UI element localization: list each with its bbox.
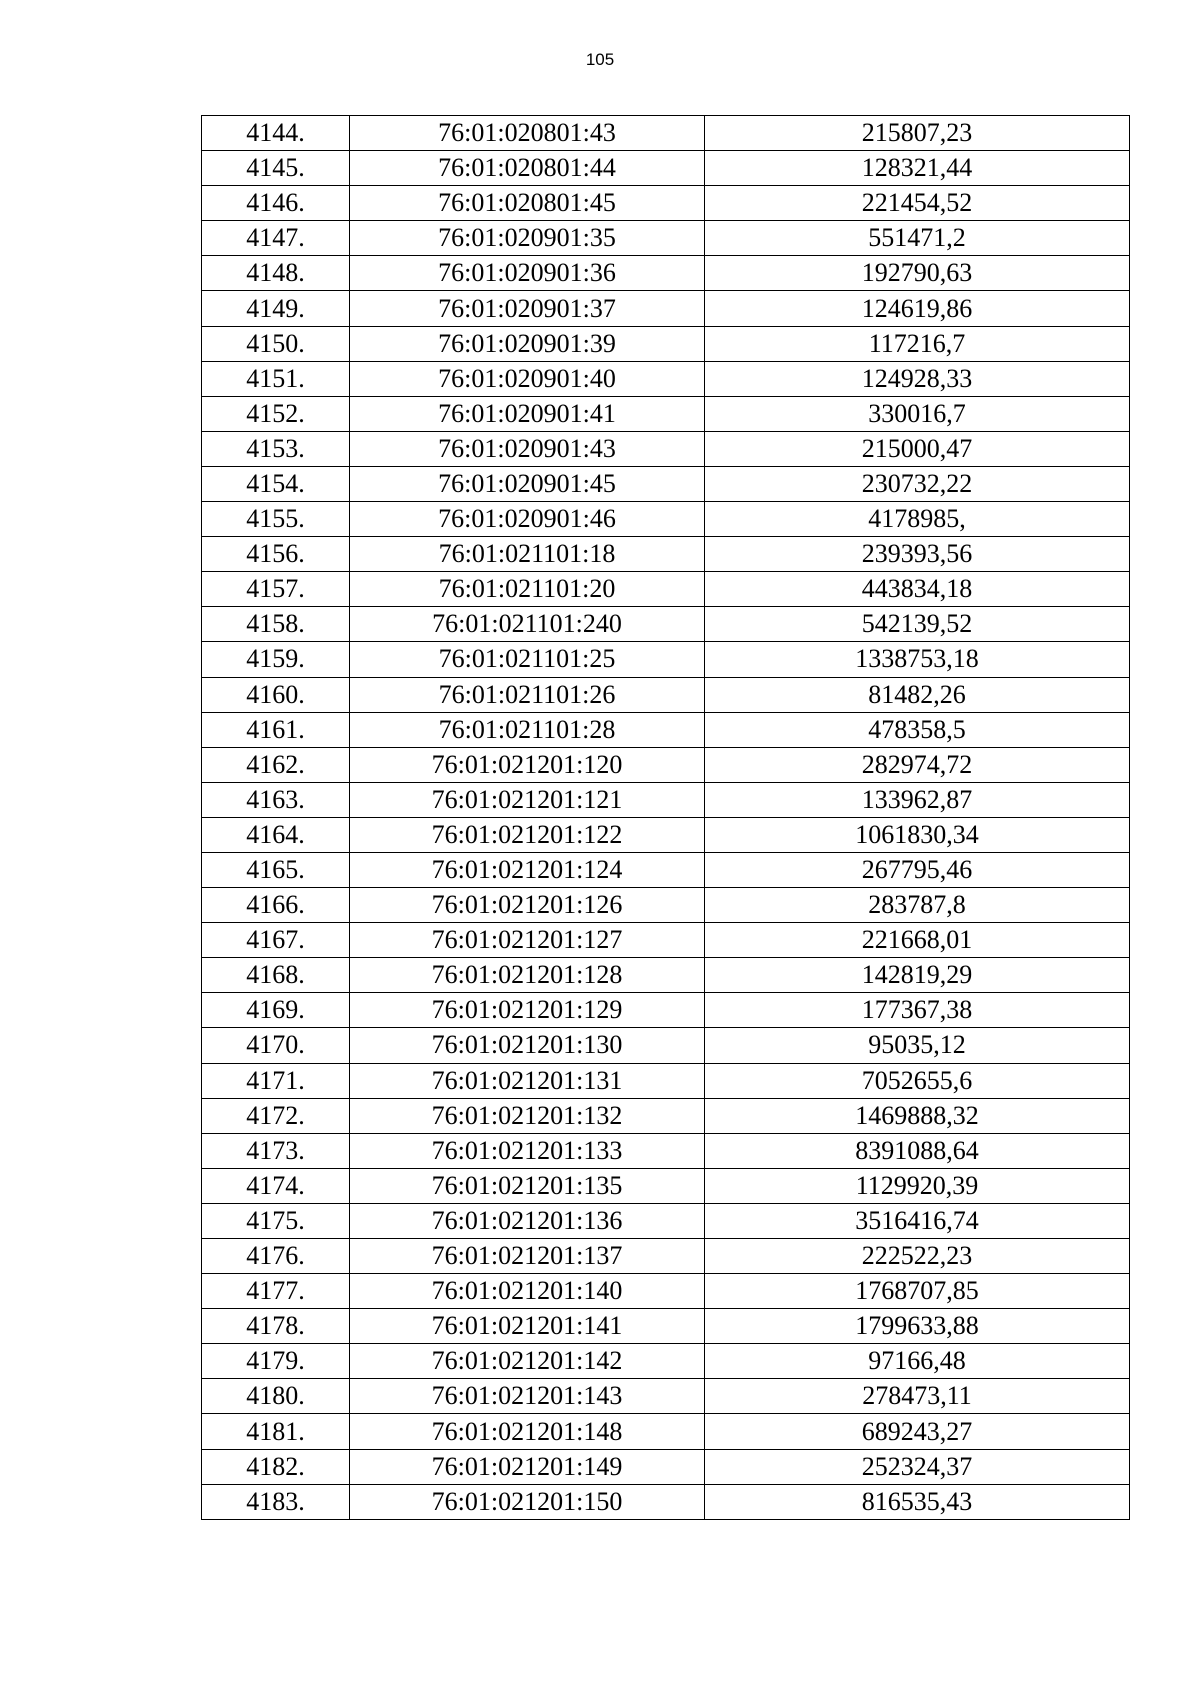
cadastral-value-cell: 551471,2 xyxy=(705,221,1130,256)
table-row xyxy=(202,291,1130,326)
cadastral-number-cell: 76:01:021201:122 xyxy=(350,817,705,852)
cadastral-number-cell: 76:01:021201:121 xyxy=(350,782,705,817)
cadastral-value-cell: 221668,01 xyxy=(705,923,1130,958)
table-row xyxy=(202,256,1130,291)
table-row xyxy=(202,151,1130,186)
cadastral-value-cell: 124928,33 xyxy=(705,361,1130,396)
cadastral-value-cell: 443834,18 xyxy=(705,572,1130,607)
table-row xyxy=(202,1414,1130,1449)
cadastral-value-cell: 221454,52 xyxy=(705,186,1130,221)
cadastral-number-cell: 76:01:021201:150 xyxy=(350,1484,705,1519)
cadastral-value-cell: 1469888,32 xyxy=(705,1098,1130,1133)
cadastral-number-cell: 76:01:020901:36 xyxy=(350,256,705,291)
table-row xyxy=(202,1098,1130,1133)
cadastral-value-cell: 7052655,6 xyxy=(705,1063,1130,1098)
cadastral-number-cell: 76:01:020901:43 xyxy=(350,431,705,466)
row-number-cell: 4173. xyxy=(202,1133,350,1168)
row-number-cell: 4144. xyxy=(202,116,350,151)
cadastral-value-cell: 192790,63 xyxy=(705,256,1130,291)
cadastral-value-cell: 1061830,34 xyxy=(705,817,1130,852)
table-row xyxy=(202,607,1130,642)
cadastral-value-cell: 215807,23 xyxy=(705,116,1130,151)
cadastral-number-cell: 76:01:020801:43 xyxy=(350,116,705,151)
cadastral-number-cell: 76:01:021201:130 xyxy=(350,1028,705,1063)
cadastral-value-cell: 230732,22 xyxy=(705,466,1130,501)
row-number-cell: 4159. xyxy=(202,642,350,677)
table-row xyxy=(202,958,1130,993)
table-row xyxy=(202,502,1130,537)
row-number-cell: 4175. xyxy=(202,1203,350,1238)
row-number-cell: 4147. xyxy=(202,221,350,256)
cadastral-number-cell: 76:01:021101:25 xyxy=(350,642,705,677)
row-number-cell: 4168. xyxy=(202,958,350,993)
table-row xyxy=(202,326,1130,361)
table-row xyxy=(202,1239,1130,1274)
table-row xyxy=(202,1274,1130,1309)
cadastral-value-cell: 267795,46 xyxy=(705,852,1130,887)
table-row xyxy=(202,677,1130,712)
row-number-cell: 4150. xyxy=(202,326,350,361)
cadastral-value-table xyxy=(201,115,1130,1520)
row-number-cell: 4154. xyxy=(202,466,350,501)
cadastral-value-cell: 4178985, xyxy=(705,502,1130,537)
row-number-cell: 4182. xyxy=(202,1449,350,1484)
table-row xyxy=(202,642,1130,677)
cadastral-number-cell: 76:01:020901:37 xyxy=(350,291,705,326)
row-number-cell: 4153. xyxy=(202,431,350,466)
cadastral-number-cell: 76:01:020801:44 xyxy=(350,151,705,186)
cadastral-value-cell: 8391088,64 xyxy=(705,1133,1130,1168)
cadastral-value-cell: 1799633,88 xyxy=(705,1309,1130,1344)
cadastral-number-cell: 76:01:021201:149 xyxy=(350,1449,705,1484)
row-number-cell: 4178. xyxy=(202,1309,350,1344)
cadastral-number-cell: 76:01:021201:141 xyxy=(350,1309,705,1344)
cadastral-number-cell: 76:01:021201:132 xyxy=(350,1098,705,1133)
row-number-cell: 4171. xyxy=(202,1063,350,1098)
cadastral-number-cell: 76:01:021201:140 xyxy=(350,1274,705,1309)
row-number-cell: 4145. xyxy=(202,151,350,186)
table-row xyxy=(202,1168,1130,1203)
row-number-cell: 4146. xyxy=(202,186,350,221)
cadastral-value-cell: 124619,86 xyxy=(705,291,1130,326)
row-number-cell: 4152. xyxy=(202,396,350,431)
cadastral-value-cell: 177367,38 xyxy=(705,993,1130,1028)
table-row xyxy=(202,1484,1130,1519)
cadastral-number-cell: 76:01:021201:126 xyxy=(350,888,705,923)
cadastral-value-cell: 133962,87 xyxy=(705,782,1130,817)
cadastral-value-cell: 1129920,39 xyxy=(705,1168,1130,1203)
row-number-cell: 4183. xyxy=(202,1484,350,1519)
row-number-cell: 4170. xyxy=(202,1028,350,1063)
table-row xyxy=(202,396,1130,431)
cadastral-number-cell: 76:01:021201:120 xyxy=(350,747,705,782)
cadastral-number-cell: 76:01:021101:240 xyxy=(350,607,705,642)
cadastral-value-cell: 117216,7 xyxy=(705,326,1130,361)
row-number-cell: 4165. xyxy=(202,852,350,887)
row-number-cell: 4180. xyxy=(202,1379,350,1414)
row-number-cell: 4163. xyxy=(202,782,350,817)
cadastral-value-cell: 142819,29 xyxy=(705,958,1130,993)
row-number-cell: 4155. xyxy=(202,502,350,537)
cadastral-number-cell: 76:01:020901:35 xyxy=(350,221,705,256)
cadastral-number-cell: 76:01:020901:40 xyxy=(350,361,705,396)
cadastral-number-cell: 76:01:020901:46 xyxy=(350,502,705,537)
table-row xyxy=(202,1028,1130,1063)
table-row xyxy=(202,923,1130,958)
cadastral-number-cell: 76:01:020901:41 xyxy=(350,396,705,431)
cadastral-number-cell: 76:01:021201:148 xyxy=(350,1414,705,1449)
row-number-cell: 4156. xyxy=(202,537,350,572)
row-number-cell: 4181. xyxy=(202,1414,350,1449)
table-row xyxy=(202,361,1130,396)
table-row xyxy=(202,116,1130,151)
row-number-cell: 4161. xyxy=(202,712,350,747)
cadastral-number-cell: 76:01:020901:45 xyxy=(350,466,705,501)
cadastral-value-cell: 542139,52 xyxy=(705,607,1130,642)
cadastral-number-cell: 76:01:021201:129 xyxy=(350,993,705,1028)
cadastral-value-cell: 1768707,85 xyxy=(705,1274,1130,1309)
row-number-cell: 4149. xyxy=(202,291,350,326)
cadastral-number-cell: 76:01:021201:137 xyxy=(350,1239,705,1274)
cadastral-number-cell: 76:01:021201:124 xyxy=(350,852,705,887)
row-number-cell: 4172. xyxy=(202,1098,350,1133)
cadastral-number-cell: 76:01:021201:128 xyxy=(350,958,705,993)
cadastral-number-cell: 76:01:021201:143 xyxy=(350,1379,705,1414)
cadastral-number-cell: 76:01:021201:131 xyxy=(350,1063,705,1098)
cadastral-value-cell: 278473,11 xyxy=(705,1379,1130,1414)
table-row xyxy=(202,993,1130,1028)
table-row xyxy=(202,1133,1130,1168)
table-row xyxy=(202,888,1130,923)
table-row xyxy=(202,1063,1130,1098)
cadastral-value-cell: 689243,27 xyxy=(705,1414,1130,1449)
table-row xyxy=(202,817,1130,852)
cadastral-number-cell: 76:01:020901:39 xyxy=(350,326,705,361)
cadastral-value-cell: 282974,72 xyxy=(705,747,1130,782)
cadastral-number-cell: 76:01:020801:45 xyxy=(350,186,705,221)
table-row xyxy=(202,747,1130,782)
cadastral-value-cell: 252324,37 xyxy=(705,1449,1130,1484)
row-number-cell: 4164. xyxy=(202,817,350,852)
cadastral-value-cell: 239393,56 xyxy=(705,537,1130,572)
cadastral-value-cell: 95035,12 xyxy=(705,1028,1130,1063)
cadastral-value-cell: 816535,43 xyxy=(705,1484,1130,1519)
table-row xyxy=(202,852,1130,887)
row-number-cell: 4158. xyxy=(202,607,350,642)
row-number-cell: 4177. xyxy=(202,1274,350,1309)
cadastral-value-cell: 1338753,18 xyxy=(705,642,1130,677)
table-row xyxy=(202,537,1130,572)
table-row xyxy=(202,221,1130,256)
cadastral-number-cell: 76:01:021201:136 xyxy=(350,1203,705,1238)
row-number-cell: 4160. xyxy=(202,677,350,712)
cadastral-number-cell: 76:01:021201:142 xyxy=(350,1344,705,1379)
row-number-cell: 4166. xyxy=(202,888,350,923)
cadastral-value-cell: 215000,47 xyxy=(705,431,1130,466)
table-row xyxy=(202,782,1130,817)
cadastral-value-cell: 478358,5 xyxy=(705,712,1130,747)
cadastral-value-cell: 3516416,74 xyxy=(705,1203,1130,1238)
table-row xyxy=(202,1379,1130,1414)
cadastral-value-cell: 222522,23 xyxy=(705,1239,1130,1274)
table-row xyxy=(202,466,1130,501)
row-number-cell: 4157. xyxy=(202,572,350,607)
table-row xyxy=(202,712,1130,747)
table-row xyxy=(202,431,1130,466)
row-number-cell: 4167. xyxy=(202,923,350,958)
cadastral-value-cell: 128321,44 xyxy=(705,151,1130,186)
table-row xyxy=(202,1203,1130,1238)
cadastral-number-cell: 76:01:021101:28 xyxy=(350,712,705,747)
table-row xyxy=(202,186,1130,221)
row-number-cell: 4179. xyxy=(202,1344,350,1379)
cadastral-value-cell: 97166,48 xyxy=(705,1344,1130,1379)
row-number-cell: 4169. xyxy=(202,993,350,1028)
cadastral-value-cell: 81482,26 xyxy=(705,677,1130,712)
cadastral-number-cell: 76:01:021201:135 xyxy=(350,1168,705,1203)
row-number-cell: 4148. xyxy=(202,256,350,291)
cadastral-number-cell: 76:01:021201:133 xyxy=(350,1133,705,1168)
row-number-cell: 4176. xyxy=(202,1239,350,1274)
cadastral-number-cell: 76:01:021101:20 xyxy=(350,572,705,607)
table-body xyxy=(202,116,1130,1520)
row-number-cell: 4162. xyxy=(202,747,350,782)
table-row xyxy=(202,1309,1130,1344)
page-number: 105 xyxy=(585,50,615,69)
cadastral-value-cell: 283787,8 xyxy=(705,888,1130,923)
cadastral-value-cell: 330016,7 xyxy=(705,396,1130,431)
table-row xyxy=(202,572,1130,607)
table-row xyxy=(202,1344,1130,1379)
cadastral-number-cell: 76:01:021101:18 xyxy=(350,537,705,572)
table-row xyxy=(202,1449,1130,1484)
cadastral-number-cell: 76:01:021201:127 xyxy=(350,923,705,958)
cadastral-number-cell: 76:01:021101:26 xyxy=(350,677,705,712)
row-number-cell: 4151. xyxy=(202,361,350,396)
row-number-cell: 4174. xyxy=(202,1168,350,1203)
